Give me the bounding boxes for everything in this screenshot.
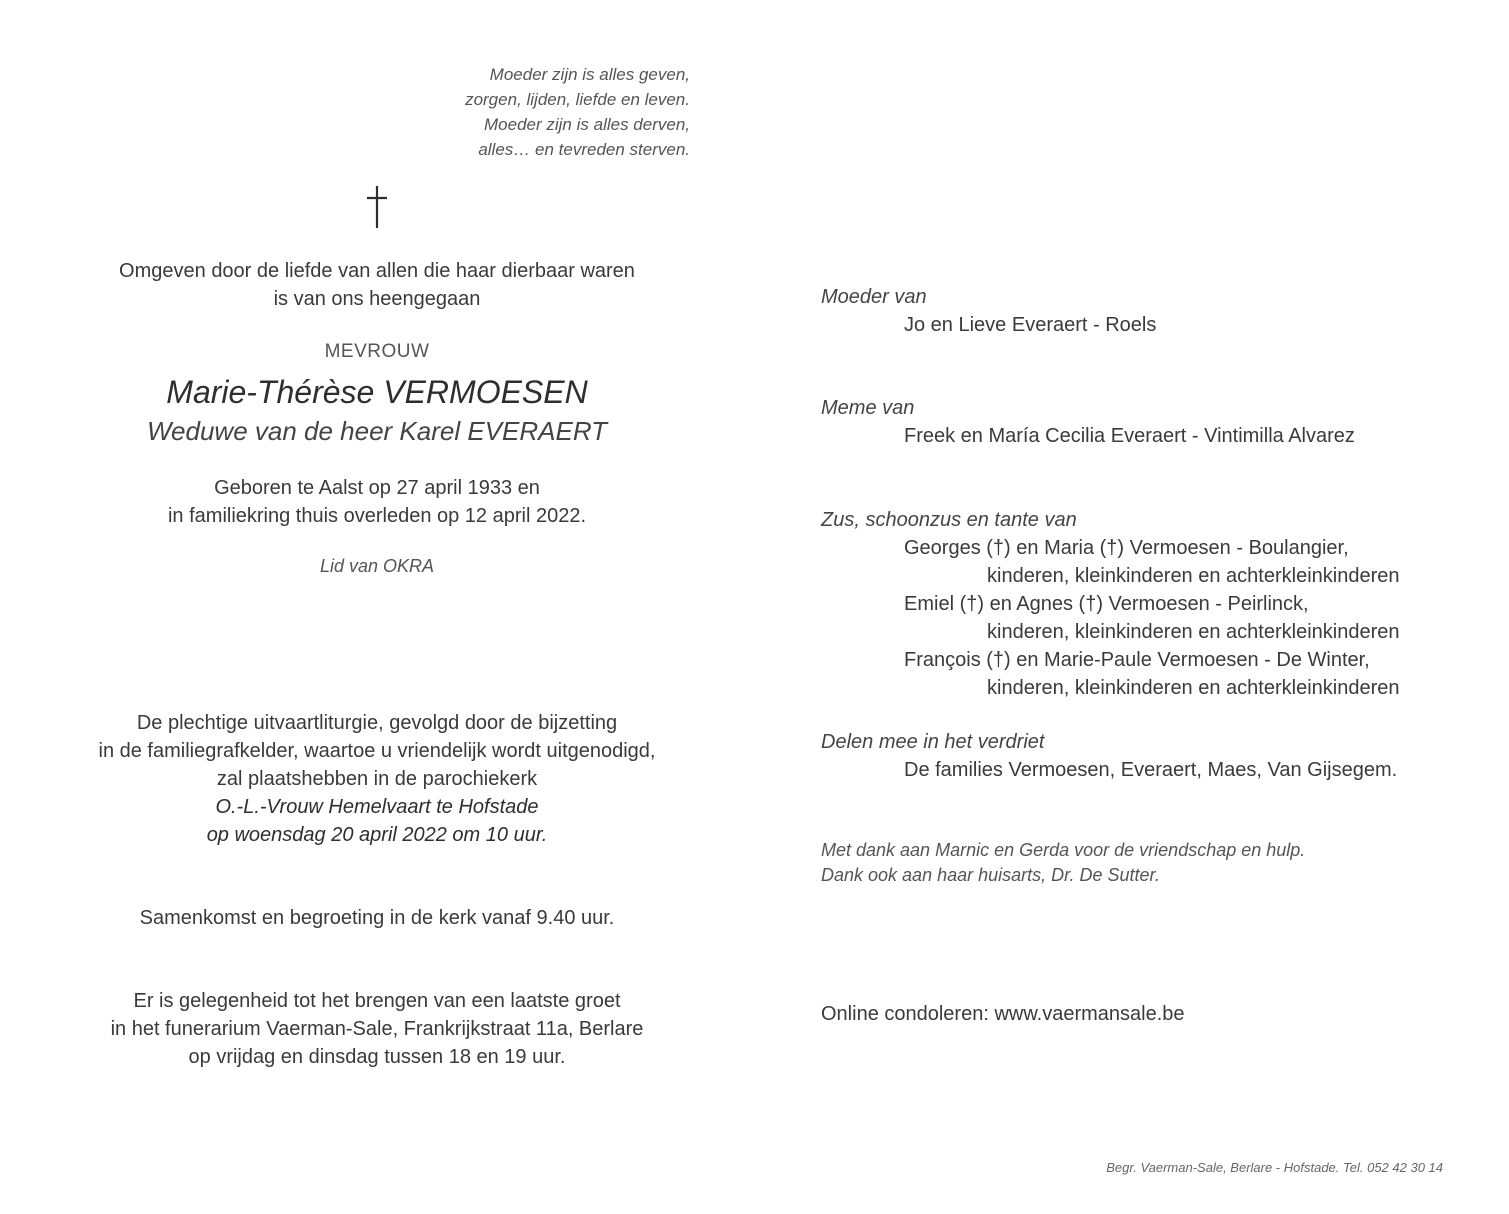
relation-entry: Emiel (†) en Agnes (†) Vermoesen - Peirlinck,	[904, 593, 1309, 615]
visitation-line: in het funerarium Vaerman-Sale, Frankrijkstraat 11a, Berlare	[110, 1018, 644, 1040]
relation-heading: Meme van	[821, 397, 915, 419]
service-line: De plechtige uitvaartliturgie, gevolgd door de bijzetting	[136, 712, 618, 734]
honorific: MEVROUW	[324, 341, 430, 362]
thanks-line: Met dank aan Marnic en Gerda voor de vriendschap en hulp.	[821, 840, 1306, 860]
poem	[380, 62, 690, 162]
poem-line: zorgen, lijden, liefde en leven.	[465, 90, 690, 109]
thanks-line: Dank ook aan haar huisarts, Dr. De Sutter.	[821, 865, 1160, 885]
relation-share-grief	[821, 728, 1461, 784]
intro-line: Omgeven door de liefde van allen die haar dierbaar waren	[119, 260, 635, 282]
intro-text	[60, 257, 694, 313]
thanks-text	[821, 838, 1461, 888]
funeral-home-footer: Begr. Vaerman-Sale, Berlare - Hofstade. Tel. 052 42 30 14	[1106, 1160, 1443, 1175]
service-datetime: op woensdag 20 april 2022 om 10 uur.	[206, 824, 548, 846]
widow-of: Weduwe van de heer Karel EVERAERT	[146, 416, 608, 446]
deceased-name: Marie-Thérèse VERMOESEN	[166, 374, 588, 410]
service-line: zal plaatshebben in de parochiekerk	[216, 768, 538, 790]
membership: Lid van OKRA	[319, 556, 435, 576]
relation-entry: Jo en Lieve Everaert - Roels	[904, 314, 1157, 336]
gathering-text: Samenkomst en begroeting in de kerk vanaf 9.40 uur.	[139, 907, 615, 929]
relation-entry: De families Vermoesen, Everaert, Maes, Van Gijsegem.	[904, 759, 1398, 781]
relation-heading: Zus, schoonzus en tante van	[821, 509, 1077, 531]
poem-line: Moeder zijn is alles derven,	[484, 115, 690, 134]
poem-line: Moeder zijn is alles geven,	[489, 65, 690, 84]
visitation-line: Er is gelegenheid tot het brengen van een laatste groet	[133, 990, 621, 1012]
birth-death-line: in familiekring thuis overleden op 12 april 2022.	[167, 505, 587, 527]
birth-death-line: Geboren te Aalst op 27 april 1933 en	[214, 477, 540, 499]
online-condolence: Online condoleren: www.vaermansale.be	[821, 1003, 1185, 1025]
visitation-info	[60, 987, 694, 1071]
relation-subentry: kinderen, kleinkinderen en achterkleinkinderen	[987, 565, 1400, 587]
poem-line: alles… en tevreden sterven.	[478, 140, 690, 159]
service-info	[60, 709, 694, 849]
intro-line: is van ons heengegaan	[273, 288, 481, 310]
relation-entry: François (†) en Marie-Paule Vermoesen - De Winter,	[904, 649, 1370, 671]
birth-death-text	[60, 474, 694, 530]
visitation-line: op vrijdag en dinsdag tussen 18 en 19 uur.	[188, 1046, 566, 1068]
relation-entry: Freek en María Cecilia Everaert - Vintimilla Alvarez	[904, 425, 1355, 447]
cross-icon	[356, 178, 398, 236]
relation-heading: Moeder van	[821, 286, 927, 308]
relation-entry: Georges (†) en Maria (†) Vermoesen - Boulangier,	[904, 537, 1349, 559]
relation-subentry: kinderen, kleinkinderen en achterkleinkinderen	[987, 677, 1400, 699]
relation-grandmother-of	[821, 394, 1461, 450]
relation-subentry: kinderen, kleinkinderen en achterkleinkinderen	[987, 621, 1400, 643]
service-line: in de familiegrafkelder, waartoe u vriendelijk wordt uitgenodigd,	[98, 740, 656, 762]
relation-sister-of	[821, 506, 1461, 702]
church-name: O.-L.-Vrouw Hemelvaart te Hofstade	[215, 796, 539, 818]
relation-heading: Delen mee in het verdriet	[821, 731, 1045, 753]
relation-mother-of	[821, 283, 1461, 339]
